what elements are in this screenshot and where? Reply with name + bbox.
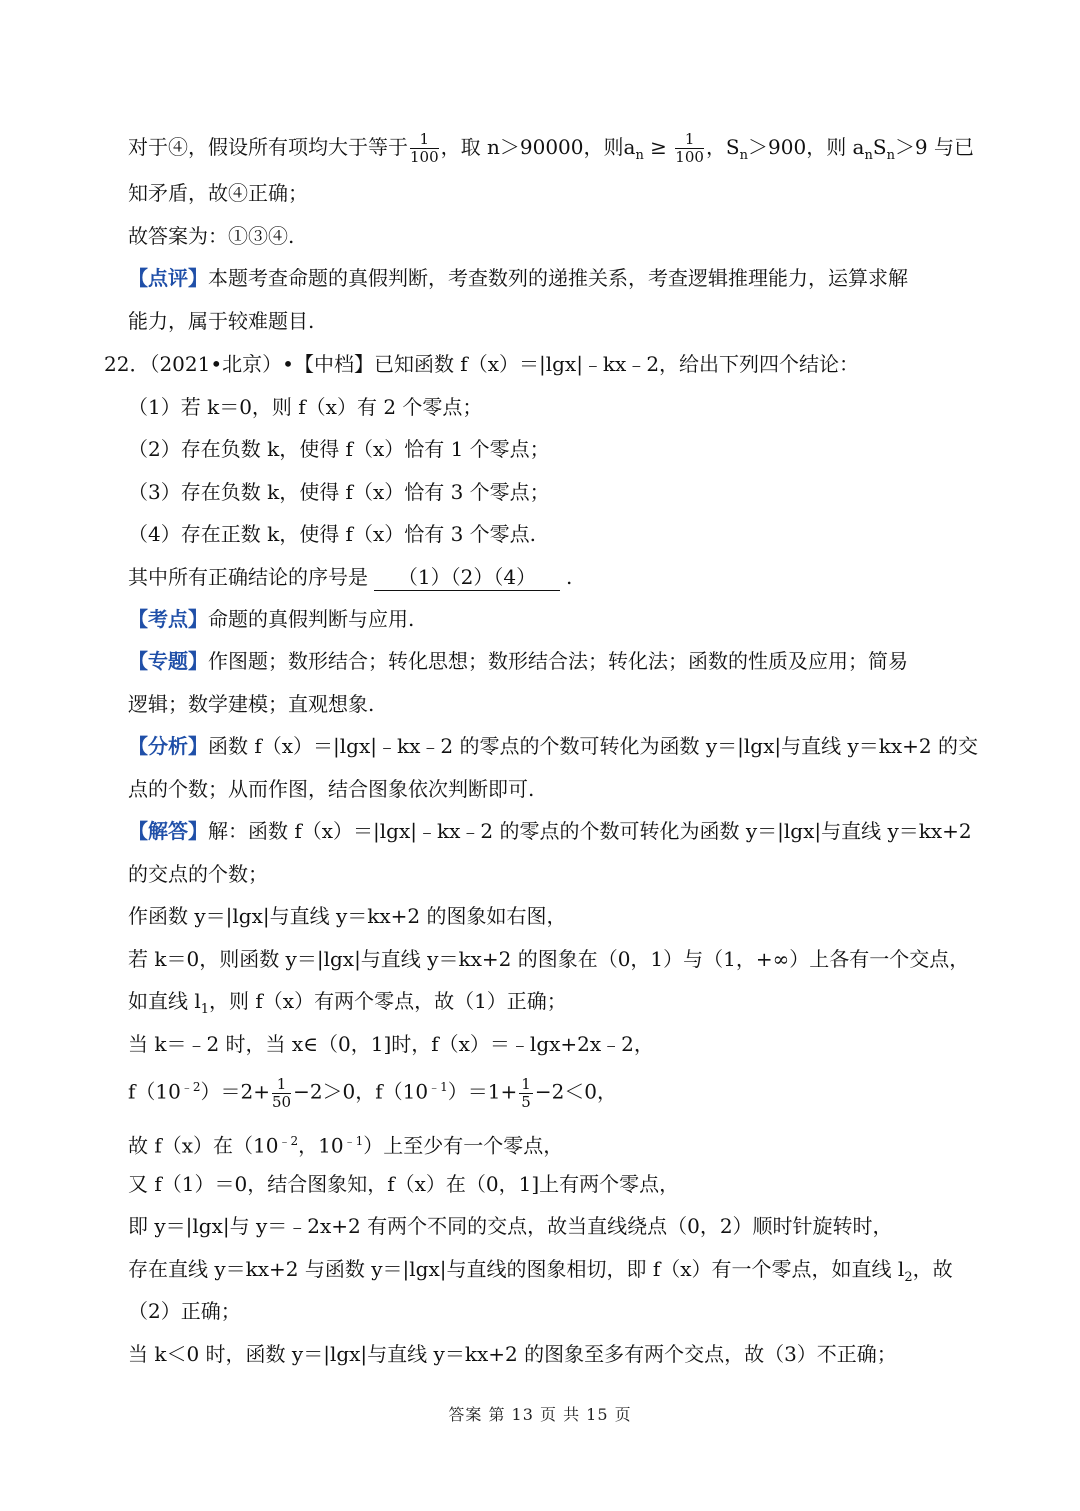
kaodian-tag: 【考点】 bbox=[128, 607, 208, 631]
text: ，则 f（x）有两个零点，故（1）正确； bbox=[209, 989, 567, 1013]
line-fenxi-2: 点的个数；从而作图，结合图象依次判断即可. bbox=[128, 777, 535, 801]
solution-line-2: 若 k＝0，则函数 y＝|lgx|与直线 y＝kx+2 的图象在（0，1）与（1，+∞）上各有一个交点， bbox=[128, 947, 970, 971]
line-fenxi bbox=[128, 733, 978, 759]
line-jieda-2: 的交点的个数； bbox=[128, 862, 268, 886]
text: ≥ bbox=[643, 135, 674, 159]
fraction-numerator: 1 bbox=[675, 132, 704, 149]
text: 本题考查命题的真假判断，考查数列的递推关系，考查逻辑推理能力，运算求解 bbox=[208, 266, 908, 290]
line-3: 故答案为：①③④. bbox=[128, 224, 295, 248]
text: ＞9 与已 bbox=[894, 135, 975, 159]
answer-line bbox=[128, 564, 572, 591]
solution-line-11: 当 k＜0 时，函数 y＝|lgx|与直线 y＝kx+2 的图象至多有两个交点，故（3）不正确； bbox=[128, 1342, 897, 1366]
text: ，S bbox=[705, 135, 740, 159]
line-5: 能力，属于较难题目. bbox=[128, 309, 315, 333]
text: 其中所有正确结论的序号是 bbox=[128, 565, 368, 589]
conclusion-1: （1）若 k＝0，则 f（x）有 2 个零点； bbox=[128, 395, 483, 419]
text: ）上至少有一个零点， bbox=[363, 1133, 564, 1158]
subscript: n bbox=[739, 148, 749, 163]
line-kaodian bbox=[128, 606, 414, 632]
jieda-tag: 【解答】 bbox=[128, 819, 208, 843]
conclusion-4: （4）存在正数 k，使得 f（x）恰有 3 个零点. bbox=[128, 522, 537, 546]
conclusion-3: （3）存在负数 k，使得 f（x）恰有 3 个零点； bbox=[128, 480, 550, 504]
subscript: n bbox=[635, 148, 644, 163]
text: 对于④，假设所有项均大于等于 bbox=[128, 135, 408, 159]
subscript: n bbox=[886, 148, 895, 163]
question-22: 22．（2021•北京）•【中档】已知函数 f（x）＝|lgx|﹣kx﹣2，给出下列四个结论： bbox=[104, 352, 860, 376]
fraction-denominator: 5 bbox=[521, 1092, 531, 1111]
text: 作图题；数形结合；转化思想；数形结合法；转化法；函数的性质及应用；简易 bbox=[208, 649, 908, 673]
text: 存在直线 y＝kx+2 与函数 y＝|lgx|与直线的图象相切，即 f（x）有一个零点，如直线 l bbox=[128, 1257, 905, 1281]
solution-line-5 bbox=[128, 1074, 617, 1110]
page-footer: 答案 第 13 页 共 15 页 bbox=[448, 1405, 632, 1424]
superscript: ﹣2 bbox=[180, 1080, 201, 1094]
text: 故 f（x）在（10 bbox=[128, 1133, 279, 1158]
subscript: 2 bbox=[904, 1270, 913, 1285]
fraction-denominator: 50 bbox=[271, 1092, 292, 1111]
solution-line-9 bbox=[128, 1256, 953, 1291]
subscript: n bbox=[864, 148, 873, 163]
fraction bbox=[271, 1074, 292, 1111]
superscript: ﹣2 bbox=[278, 1134, 299, 1148]
text: ＞900，则 a bbox=[748, 135, 865, 159]
solution-line-10: （2）正确； bbox=[128, 1299, 241, 1323]
text: ）＝2+ bbox=[200, 1079, 270, 1104]
solution-line-7: 又 f（1）＝0，结合图象知，f（x）在（0，1]上有两个零点， bbox=[128, 1172, 680, 1196]
conclusion-2: （2）存在负数 k，使得 f（x）恰有 1 个零点； bbox=[128, 437, 550, 461]
text: 函数 f（x）＝|lgx|﹣kx﹣2 的零点的个数可转化为函数 y＝|lgx|与直线 y＝kx+2 的交 bbox=[208, 734, 978, 758]
fraction-denominator: 100 bbox=[410, 148, 439, 166]
solution-line-8: 即 y＝|lgx|与 y＝﹣2x+2 有两个不同的交点，故当直线绕点（0，2）顺时针旋转时， bbox=[128, 1214, 893, 1238]
line-zhuanti-2: 逻辑；数学建模；直观想象. bbox=[128, 692, 375, 716]
text: −2＞0，f（10 bbox=[293, 1079, 429, 1104]
line-1 bbox=[128, 132, 974, 169]
solution-line-4: 当 k＝﹣2 时，当 x∈（0，1]时，f（x）＝﹣lgx+2x﹣2， bbox=[128, 1032, 654, 1056]
text: f（10 bbox=[128, 1079, 181, 1104]
line-jieda bbox=[128, 818, 972, 844]
solution-line-1: 作函数 y＝|lgx|与直线 y＝kx+2 的图象如右图， bbox=[128, 904, 567, 928]
text: ）＝1+ bbox=[447, 1079, 518, 1104]
fraction bbox=[410, 132, 439, 165]
solution-line-6 bbox=[128, 1128, 563, 1159]
line-zhuanti bbox=[128, 648, 908, 674]
text: −2＜0， bbox=[534, 1079, 618, 1104]
text: 命题的真假判断与应用. bbox=[208, 607, 415, 631]
fraction bbox=[519, 1074, 533, 1111]
text: S bbox=[872, 135, 887, 159]
comment-tag: 【点评】 bbox=[128, 266, 208, 290]
text: 如直线 l bbox=[128, 989, 201, 1013]
text: ，10 bbox=[298, 1133, 344, 1158]
zhuanti-tag: 【专题】 bbox=[128, 649, 208, 673]
text: ，故 bbox=[912, 1257, 953, 1281]
fenxi-tag: 【分析】 bbox=[128, 734, 208, 758]
line-comment bbox=[128, 265, 908, 291]
solution-line-3 bbox=[128, 988, 567, 1023]
text: ，取 n＞90000，则a bbox=[440, 135, 636, 159]
subscript: 1 bbox=[200, 1002, 210, 1017]
answer-blank: （1）（2）（4） bbox=[374, 564, 560, 591]
fraction-denominator: 100 bbox=[675, 148, 704, 166]
line-2: 知矛盾，故④正确； bbox=[128, 181, 308, 205]
fraction-numerator: 1 bbox=[272, 1077, 291, 1094]
text: 解：函数 f（x）＝|lgx|﹣kx﹣2 的零点的个数可转化为函数 y＝|lgx|与直线 y＝kx+2 bbox=[208, 819, 972, 843]
superscript: ﹣1 bbox=[428, 1080, 448, 1094]
fraction-numerator: 1 bbox=[410, 132, 439, 149]
fraction bbox=[675, 132, 704, 165]
fraction-numerator: 1 bbox=[521, 1074, 531, 1093]
superscript: ﹣1 bbox=[343, 1134, 364, 1148]
text: . bbox=[566, 565, 573, 589]
